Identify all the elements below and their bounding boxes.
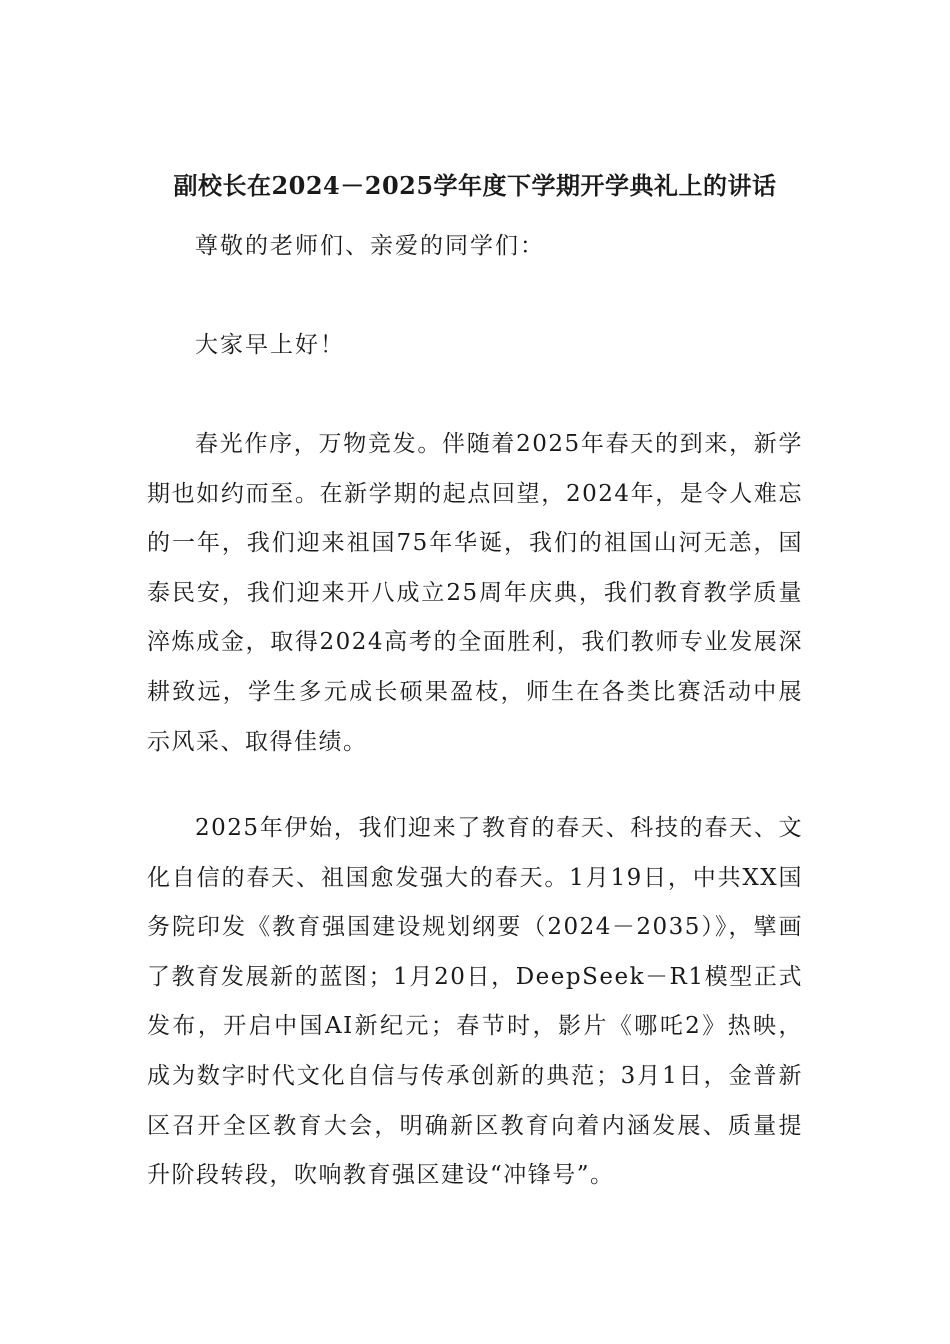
body-paragraph: 春光作序，万物竞发。伴随着2025年春天的到来，新学期也如约而至。在新学期的起点回望，2024年，是令人难忘的一年，我们迎来祖国75年华诞，我们的祖国山河无恙，国泰民安，我们迎来开八成立25周年庆典，我们教育教学质量淬炼成金，取得2024高考的全面胜利，我们教师专业发展深耕致远，学生多元成长硕果盈枝，师生在各类比赛活动中展示风采、取得佳绩。: [147, 431, 803, 755]
body-paragraph: 2025年伊始，我们迎来了教育的春天、科技的春天、文化自信的春天、祖国愈发强大的春天。1月19日，中共XX国务院印发《教育强国建设规划纲要（2024－2035）》，擘画了教育发展新的蓝图；1月20日，DeepSeek－R1模型正式发布，开启中国AI新纪元；春节时，影片《哪吒2》热映，成为数字时代文化自信与传承创新的典范；3月1日，金普新区召开全区教育大会，明确新区教育向着内涵发展、质量提升阶段转段，吹响教育强区建设“冲锋号”。: [147, 815, 803, 1189]
greeting: 大家早上好！: [195, 332, 345, 358]
salutation: 尊敬的老师们、亲爱的同学们：: [195, 233, 545, 259]
document-title: 副校长在2024－2025学年度下学期开学典礼上的讲话: [173, 171, 777, 200]
